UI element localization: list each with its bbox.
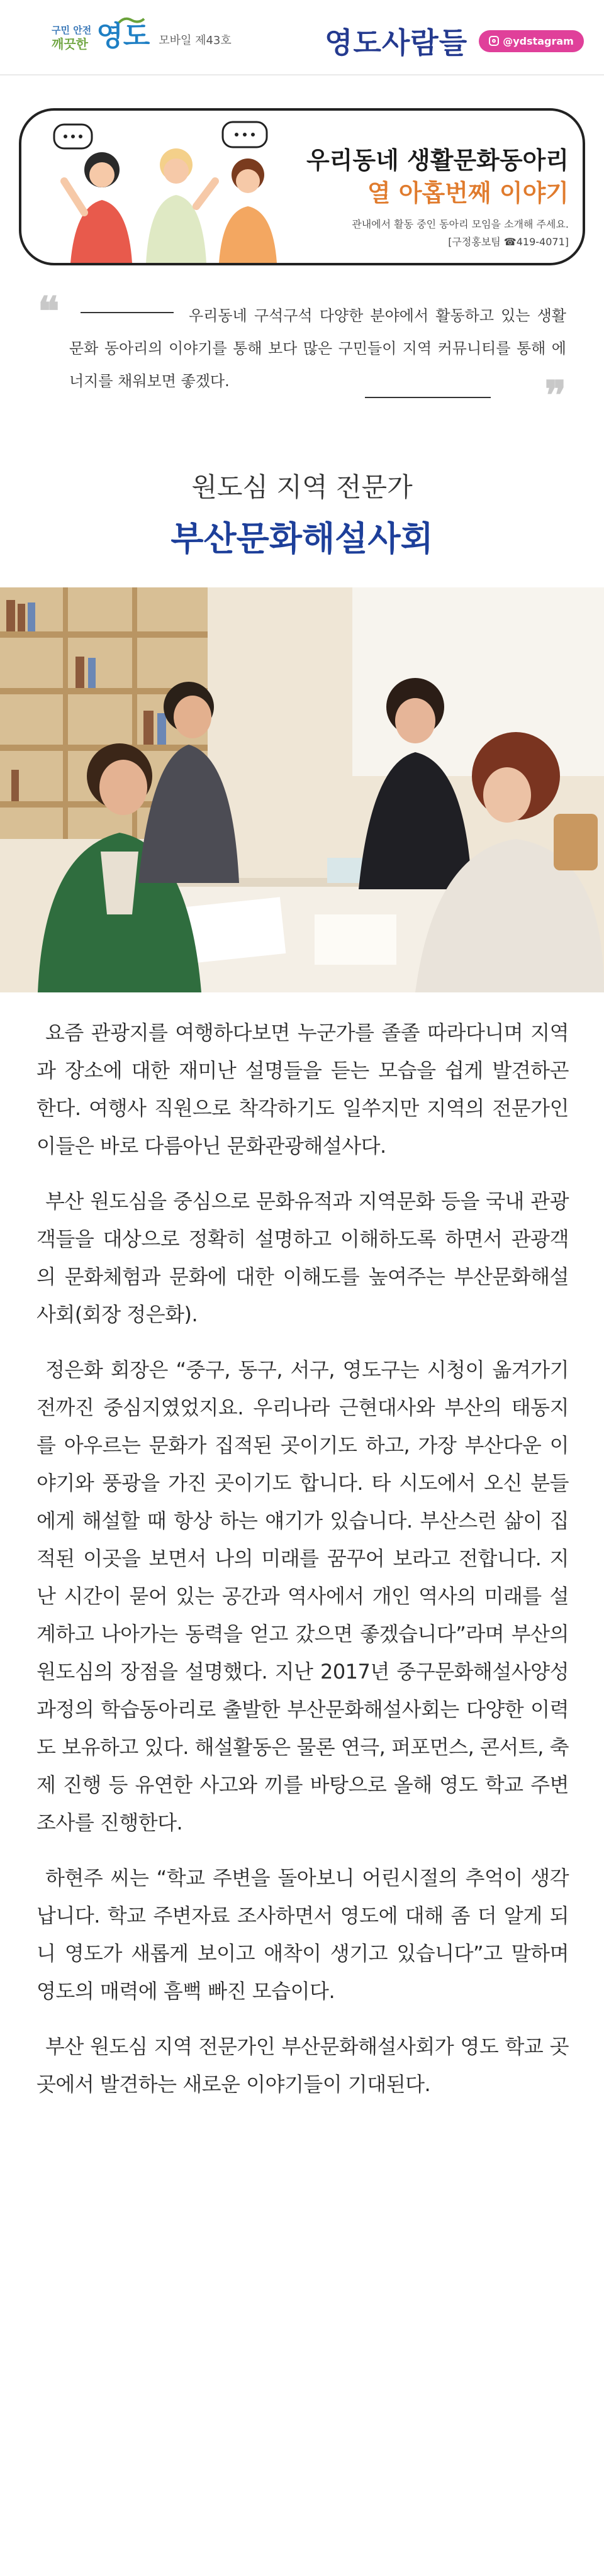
wave-icon (118, 15, 145, 25)
brand-title: 영도사람들 (325, 26, 468, 60)
issue-number: 모바일 제43호 (159, 34, 232, 47)
banner-title: 우리동네 생활문화동아리 (306, 147, 569, 174)
quote-rule-right (365, 397, 491, 398)
paragraph: 부산 원도심 지역 전문가인 부산문화해설사회가 영도 학교 곳곳에서 발견하는 새로운 이야기들이 기대된다. (36, 2035, 569, 2096)
logo-slogan (52, 25, 91, 52)
paragraph: 정은화 회장은 “중구, 동구, 서구, 영도구는 시청이 옮겨가기 전까진 중심지였었지요. 우리나라 근현대사와 부산의 태동지를 아우르는 문화가 집적된 곳이기도 하고, 가장 부산다운 이야기와 풍광을 가진 곳이기도 합니다. 타 시도에서 오신 분들에게 해설할 때 항상 하는 얘기가 있습니다. 부산스런 삶이 집적된 이곳을 보면서 나의 미래를 꿈꾸어 보라고 전합니다. 지난 시간이 묻어 있는 공간과 역사에서 개인 역사의 미래를 설계하고 나아가는 동력을 얻고 갔으면 좋겠습니다”라며 부산의 원도심의 장점을 설명했다. 지난 2017년 중구문화해설사양성과정의 학습동아리로 출발한 부산문화해설사회는 다양한 이력도 보유하고 있다. 해설활동은 물론 연극, 퍼포먼스, 콘서트, 축제 진행 등 유연한 사고와 끼를 바탕으로 올해 영도 학교 주변조사를 진행한다. (36, 1358, 569, 1835)
slogan-line2: 깨끗한 (52, 36, 88, 52)
paragraph: 요즘 관광지를 여행하다보면 누군가를 졸졸 따라다니며 지역과 장소에 대한 재미난 설명들을 듣는 모습을 쉽게 발견하곤 한다. 여행사 직원으로 착각하기도 일쑤지만 지역의 전문가인 이들은 바로 다름아닌 문화관광해설사다. (36, 1021, 569, 1158)
series-banner (19, 108, 585, 265)
instagram-badge[interactable] (479, 30, 584, 52)
open-quote-icon: ❝ (38, 288, 60, 335)
header (0, 0, 604, 75)
close-quote-icon: ❞ (544, 372, 566, 419)
paragraph: 하현주 씨는 “학교 주변을 돌아보니 어린시절의 추억이 생각납니다. 학교 주변자료 조사하면서 영도에 대해 좀 더 알게 되니 영도가 새롭게 보이고 애착이 생기고 있습니다”고 말하며 영도의 매력에 흠뻑 빠진 모습이다. (36, 1866, 569, 2003)
banner-subtitle: 열 아홉번째 이야기 (367, 179, 569, 207)
club-meeting-photo (0, 587, 604, 992)
banner-note: 관내에서 활동 중인 동아리 모임을 소개해 주세요. (352, 218, 569, 230)
article-body (36, 1014, 569, 2121)
meeting-photo-illustration (0, 587, 604, 992)
article-subtitle: 원도심 지역 전문가 (191, 472, 413, 502)
paragraph: 부산 원도심을 중심으로 문화유적과 지역문화 등을 국내 관광객들을 대상으로 정확히 설명하고 이해하도록 하면서 관광객의 문화체험과 문화에 대한 이해도를 높여주는 부산문화해설사회(회장 정은화). (36, 1189, 569, 1326)
yeongdo-logo[interactable] (52, 21, 232, 52)
logo-text: 영도 (96, 21, 150, 52)
slogan-line1: 구민 안전 (52, 25, 92, 36)
instagram-handle: @ydstagram (503, 35, 574, 47)
brand-block (325, 20, 584, 62)
intro-text: 우리동네 구석구석 다양한 분야에서 활동하고 있는 생활 문화 동아리의 이야기를 통해 보다 많은 구민들이 지역 커뮤니티를 통해 에너지를 채워보면 좋겠다. (69, 307, 566, 390)
people-talking-illustration (26, 112, 278, 263)
article-title: 부산문화해설사회 (171, 519, 433, 558)
instagram-icon (489, 36, 499, 46)
banner-contact: [구정홍보팀 ☎419-4071] (448, 236, 569, 248)
